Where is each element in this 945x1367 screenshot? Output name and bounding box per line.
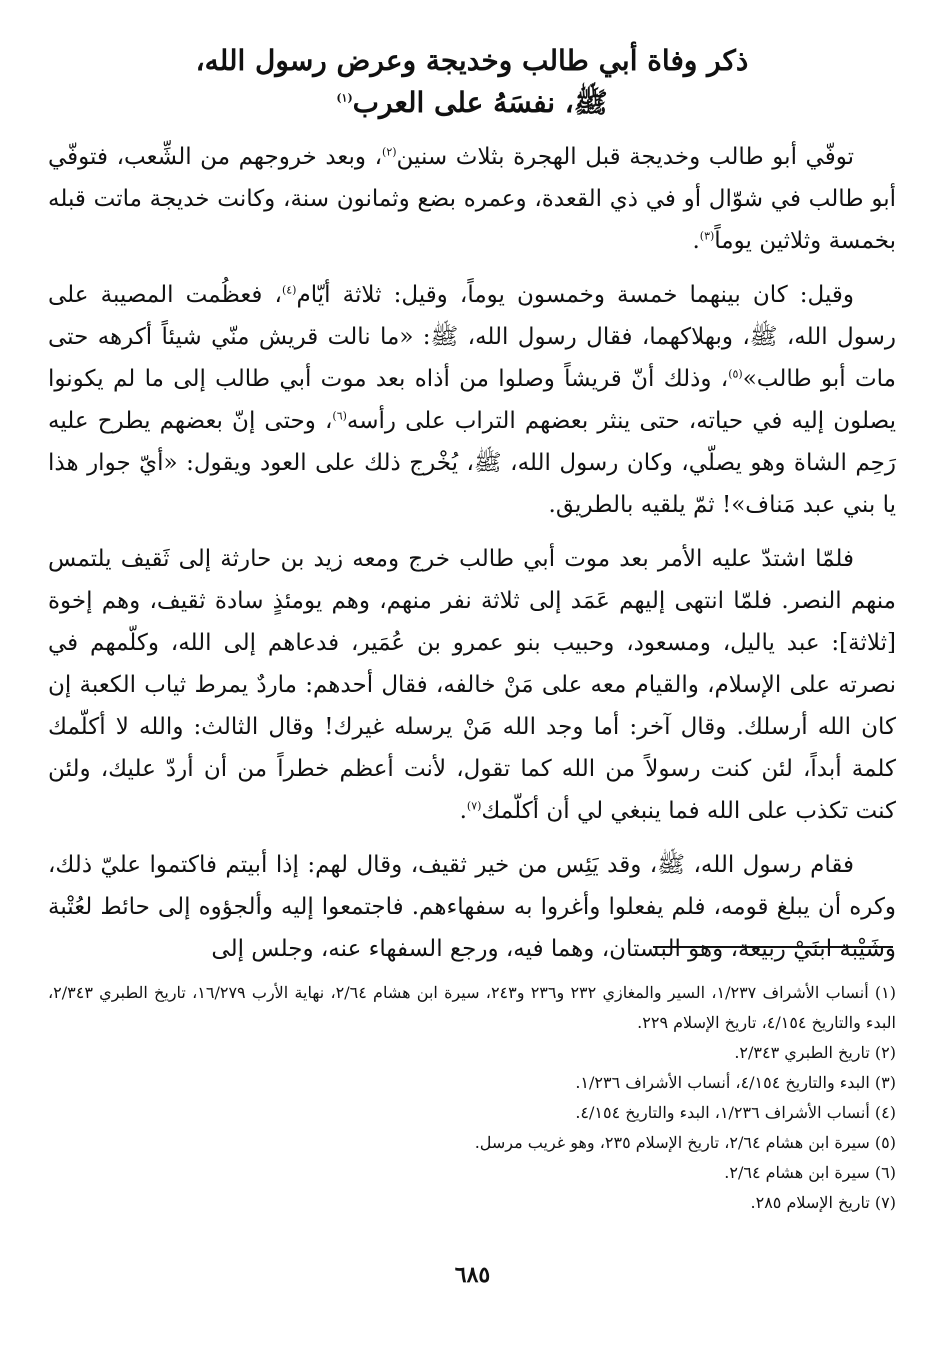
footnote-6: (٦) سيرة ابن هشام ٢/٦٤. <box>724 1163 896 1182</box>
paragraph-text: وقيل: كان بينهما خمسة وخمسون يوماً، وقيل: ثلاثة أيّام <box>296 282 854 308</box>
chapter-title-line-1: ذكر وفاة أبي طالب وخديجة وعرض رسول الله، <box>195 44 749 77</box>
paragraph-text: . <box>459 798 467 824</box>
page-number: ٦٨٥ <box>454 1262 491 1288</box>
paragraph-text: ، وذلك أنّ قريشاً وصلوا من أذاه بعد موت أبي طالب إلى ما لم يكونوا يصلون إليه في حياته، حتى ينثر بعضهم التراب على رأسه <box>48 366 896 434</box>
paragraph-text: فقام رسول الله، ﷺ، وقد يَئِس من خير ثقيف، وقال لهم: إذا أبيتم فاكتموا عليّ ذلك، وكره أن يبلغ قومه، فلم يفعلوا وأغروا به سفهاءهم. فاجتمعوا إليه وألجؤوه إلى حائط لعُتْبة وشَيْبة ابنَيْ ربيعة، وهو البستان، وهما فيه، ورجع السفهاء عنه، وجلس إلى <box>48 852 896 962</box>
footnote-7: (٧) تاريخ الإسلام ٢٨٥. <box>750 1193 896 1212</box>
chapter-title-line-2 <box>48 82 896 124</box>
footnote-4: (٤) أنساب الأشراف ١/٢٣٦، البدء والتاريخ ٤/١٥٤. <box>575 1103 896 1122</box>
paragraph-text: فلمّا اشتدّ عليه الأمر بعد موت أبي طالب خرج ومعه زيد بن حارثة إلى ثَقيف يلتمس منهم النصر. فلمّا انتهى إليهم عَمَد إلى ثلاثة نفر منهم، وهم يومئذٍ سادة ثقيف، وهم إخوة [ثلاثة]: عبد ياليل، ومسعود، وحبيب بنو عمرو بن عُمَير، فدعاهم إلى الله، وكلّمهم في نصرته على الإسلام، والقيام معه على مَنْ خالفه، فقال أحدهم: ماردٌ يمرط ثياب الكعبة إن كان الله أرسلك. وقال آخر: أما وجد الله مَنْ يرسله غيرك! وقال الثالث: والله لا أكلّمك كلمة أبداً، لئن كنت رسولاً من الله كما تقول، لأنت أعظم خطراً من أن أردّ عليك، ولئن كنت تكذب على الله فما ينبغي لي أن أكلّمك <box>48 546 896 824</box>
paragraph-4 <box>48 844 896 970</box>
paragraph-1 <box>48 136 896 262</box>
footnote-2: (٢) تاريخ الطبري ٢/٣٤٣. <box>734 1043 896 1062</box>
footnote-1: (١) أنساب الأشراف ١/٢٣٧، السير والمغازي ٢٣٢ و٢٣٦ و٢٤٣، سيرة ابن هشام ٢/٦٤، نهاية الأرب ١٦/٢٧٩، تاريخ الطبري ٢/٣٤٣، البدء والتاريخ ٤/١٥٤، تاريخ الإسلام ٢٢٩. <box>48 983 897 1032</box>
paragraph-text: . <box>692 228 700 254</box>
paragraph-2 <box>48 274 896 526</box>
chapter-title-line-2-text: ﷺ، نفسَهُ على العرب <box>352 86 608 119</box>
footnote-ref: (٤) <box>281 283 297 297</box>
footnote-divider <box>653 946 893 948</box>
footnote-ref: (٥) <box>728 367 743 381</box>
chapter-title <box>48 40 896 124</box>
footnotes <box>48 978 896 1218</box>
paragraph-3 <box>48 538 896 832</box>
footnote-ref: (٣) <box>699 229 715 243</box>
paragraph-text: ، وبعد خروجهم من الشِّعب، فتوفّي أبو طالب في شوّال أو في ذي القعدة، وعمره بضع وثمانون سنة، وكانت خديجة ماتت قبله بخمسة وثلاثين يوماً <box>48 144 896 254</box>
footnote-ref: (٢) <box>382 145 397 159</box>
footnote-ref: (٧) <box>466 799 482 813</box>
footnote-5: (٥) سيرة ابن هشام ٢/٦٤، تاريخ الإسلام ٢٣٥، وهو غريب مرسل. <box>474 1133 896 1152</box>
paragraph-text: ، وحتى إنّ بعضهم يطرح عليه رَحِم الشاة وهو يصلّي، وكان رسول الله، ﷺ، يُخْرج ذلك على العود ويقول: «أيّ جوار هذا يا بني عبد مَناف»! ثمّ يلقيه بالطريق. <box>48 408 896 518</box>
paragraph-text: توفّي أبو طالب وخديجة قبل الهجرة بثلاث سنين <box>396 144 854 170</box>
footnote-3: (٣) البدء والتاريخ ٤/١٥٤، أنساب الأشراف ١/٢٣٦. <box>575 1073 896 1092</box>
footnote-ref: (١) <box>336 91 353 105</box>
paragraph-text: ، فعظُمت المصيبة على رسول الله، ﷺ، وبهلاكهما، فقال رسول الله، ﷺ: «ما نالت قريش منّي شيئاً أكرهه حتى مات أبو طالب» <box>48 282 896 392</box>
footnote-ref: (٦) <box>332 409 347 423</box>
main-text-block <box>48 40 896 982</box>
